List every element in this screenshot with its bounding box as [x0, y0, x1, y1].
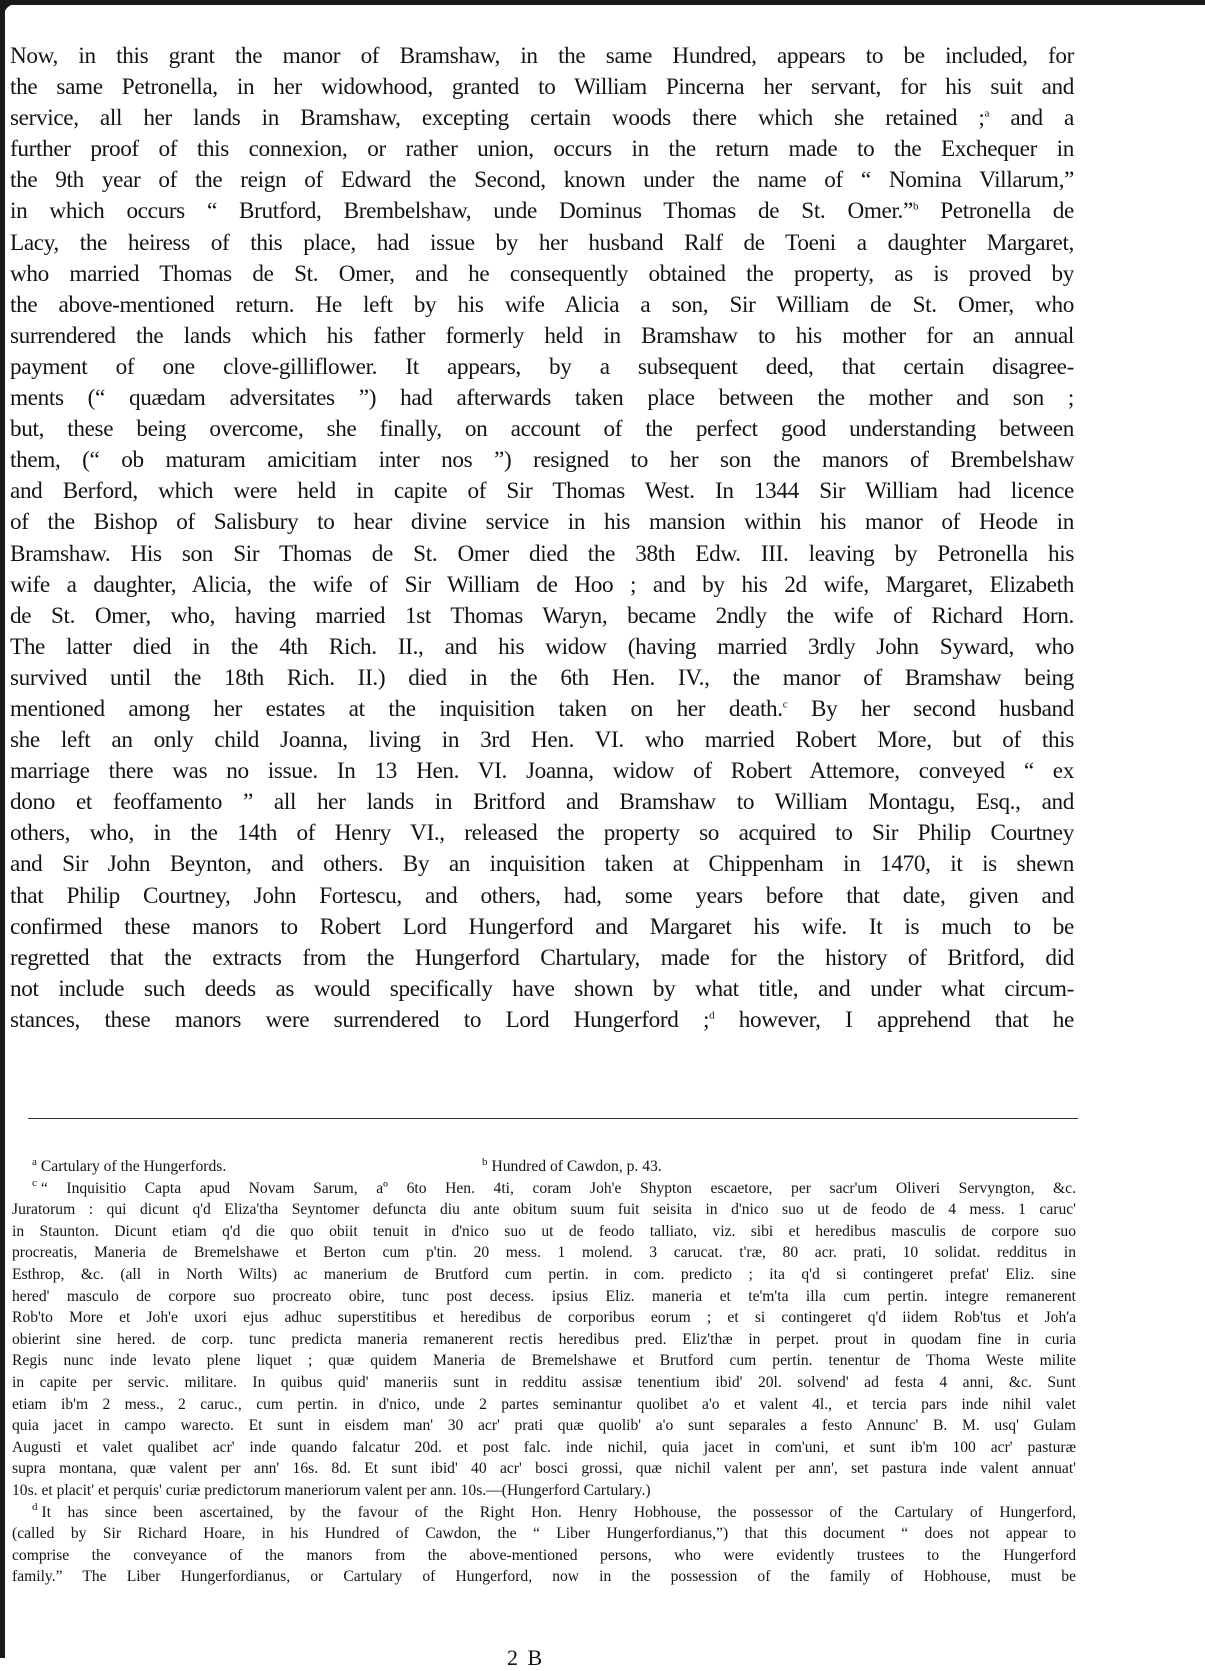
body-line: who married Thomas de St. Omer, and he consequently obtained the property, as is proved by [10, 260, 1074, 287]
body-line: regretted that the extracts from the Hungerford Chartulary, made for the history of Britford, did [10, 944, 1074, 971]
footnote-c [12, 1178, 1076, 1502]
body-line: Lacy, the heiress of this place, had issue by her husband Ralf de Toeni a daughter Margaret, [10, 229, 1074, 256]
footnote-ref-a[interactable]: a [984, 107, 990, 120]
body-line: not include such deeds as would specifically have shown by what title, and under what circum- [10, 975, 1074, 1002]
body-line: de St. Omer, who, having married 1st Thomas Waryn, became 2ndly the wife of Richard Horn. [10, 602, 1074, 629]
footnote-line: supra montana, quæ valent per ann' 16s. 8d. Et sunt ibid' 40 acr' bosci grossi, quæ nichil valent per ann', set pastura inde valent annuat' [12, 1460, 1076, 1478]
footnote-b-text: Hundred of Cawdon, p. 43. [491, 1158, 662, 1175]
body-line: further proof of this connexion, or rather union, occurs in the return made to the Exchequer in [10, 136, 1074, 163]
body-line: surrendered the lands which his father formerly held in Bramshaw to his mother for an annual [10, 322, 1074, 349]
body-line: Bramshaw. His son Sir Thomas de St. Omer died the 38th Edw. III. leaving by Petronella his [10, 540, 1074, 567]
body-line: wife a daughter, Alicia, the wife of Sir William de Hoo ; and by his 2d wife, Margaret, Elizabeth [10, 571, 1074, 598]
footnote-line: Augusti et valet qualibet acr' inde quando falcatur 20d. et post falc. inde nichil, quia jacet in com'uni, et sunt ib'm 100 acr' pasturæ [12, 1438, 1076, 1456]
footnote-line: family.” The Liber Hungerfordianus, or Cartulary of Hungerford, now in the possession of the family of Hobhouse, must be [12, 1568, 1076, 1586]
body-line: marriage there was no issue. In 13 Hen. VI. Joanna, widow of Robert Attemore, conveyed “ ex [10, 758, 1074, 785]
footnote-d [12, 1502, 1076, 1588]
body-line: in which occurs “ Brutford, Brembelshaw, unde Dominus Thomas de St. Omer.”$^b$ Petronella de [10, 198, 1074, 225]
footnote-line: 10s. et placit' et perquis' curiæ predictorum maneriorum valent per ann. 10s.—(Hungerford Cartulary.) [12, 1481, 651, 1499]
footnote-line: Juratorum : qui dicunt q'd Eliza'tha Seyntomer defuncta diu ante obitum suum fuit seisita in d'nico suo ut de feodo de 4 mess. 1 caruc' [12, 1201, 1076, 1219]
footnote-line: quia jacet in campo warecto. Et sunt in eisdem man' 30 acr' prati quæ quolib' a'o sunt separales a festo Annunc' B. M. usq' Gulam [12, 1417, 1076, 1435]
body-line: and Berford, which were held in capite of Sir Thomas West. In 1344 Sir William had licence [10, 478, 1074, 505]
footnote-line: Regis nunc inde levato plene liquet ; quæ quidem Maneria de Bremelshawe et Brutford cum pertin. tenentur de Thoma Weste milite [12, 1352, 1076, 1370]
footnote-line: hered' masculo de corpore suo procreato obire, tunc post decess. ipsius Eliz. maneria et te'm'ta illa cum pertin. integre remanerent [12, 1287, 1076, 1305]
footnote-a [32, 1156, 482, 1178]
footnote-row-ab [12, 1156, 1076, 1178]
footnote-marker-b: b [482, 1155, 488, 1168]
footnote-ref-c[interactable]: c [782, 698, 788, 711]
footnote-line: procreatis, Maneria de Bremelshawe et Berton cum p'tin. 20 mess. 1 molend. 3 carucat. t'ræ, 80 acr. prati, 10 solidat. redditus in [12, 1244, 1076, 1262]
body-line: payment of one clove-gilliflower. It appears, by a subsequent deed, that certain disagree- [10, 353, 1074, 380]
scan-edge-top [0, 0, 1205, 5]
body-line: Now, in this grant the manor of Bramshaw, in the same Hundred, appears to be included, for [10, 43, 1074, 69]
body-line: she left an only child Joanna, living in 3rd Hen. VI. who married Robert More, but of this [10, 727, 1074, 754]
body-line: the 9th year of the reign of Edward the Second, known under the name of “ Nomina Villarum,” [10, 167, 1074, 194]
footnote-line: (called by Sir Richard Hoare, in his Hundred of Cawdon, the “ Liber Hungerfordianus,”) that this document “ does not appear to [12, 1525, 1076, 1543]
body-line: and Sir John Beynton, and others. By an inquisition taken at Chippenham in 1470, it is shewn [10, 851, 1074, 878]
body-line: of the Bishop of Salisbury to hear divine service in his mansion within his manor of Heode in [10, 509, 1074, 536]
footnote-a-text: Cartulary of the Hungerfords. [40, 1158, 227, 1175]
footnote-line: comprise the conveyance of the manors from the above-mentioned persons, who were evidently trustees to the Hungerford [12, 1546, 1076, 1564]
footnote-line: $^c$ “ Inquisitio Capta apud Novam Sarum, aº 6to Hen. 4ti, coram Joh'e Shypton escaetore, per sacr'um Oliveri Servyngton, &c. [32, 1177, 1076, 1197]
footnote-marker-a: a [32, 1155, 37, 1168]
body-line: dono et feoffamento ” all her lands in Britford and Bramshaw to William Montagu, Esq., and [10, 789, 1074, 816]
scan-edge-left [0, 0, 5, 1658]
body-line: survived until the 18th Rich. II.) died in the 6th Hen. IV., the manor of Bramshaw being [10, 664, 1074, 691]
body-line: them, (“ ob maturam amicitiam inter nos ”) resigned to her son the manors of Brembelshaw [10, 447, 1074, 474]
footnote-b [482, 1156, 662, 1178]
footnote-line: etiam ib'm 2 mess., 2 caruc., cum pertin. in d'nico, unde 2 partes seminantur quolibet a'o et valent 4l., et tercia pars inde nihil valet [12, 1395, 1076, 1413]
body-line: The latter died in the 4th Rich. II., and his widow (having married 3rdly John Syward, who [10, 633, 1074, 660]
scan-corner [4, 4, 18, 18]
body-line: but, these being overcome, she finally, on account of the perfect good understanding between [10, 416, 1074, 443]
footnote-line: Rob'to More et Joh'e uxori ejus adhuc superstitibus et heredibus de corporibus eorum ; et si contingeret q'd iidem Rob'tus et Joh'a [12, 1309, 1076, 1327]
footnote-line: $^d$ It has since been ascertained, by the favour of the Right Hon. Henry Hobhouse, the possessor of the Cartulary of Hungerford, [32, 1501, 1076, 1521]
footnote-line: in capite per servic. militare. In quibus quid' maneriis sunt in redditu assisæ tenentium ibid' 20l. solvend' ad festa 4 anni, &c. Sunt [12, 1373, 1076, 1391]
footnote-ref-b[interactable]: b [912, 200, 919, 213]
body-line: the above-mentioned return. He left by his wife Alicia a son, Sir William de St. Omer, who [10, 291, 1074, 318]
signature-mark: 2 B [507, 1645, 545, 1670]
footnote-line: obierint sine hered. de corp. tunc predicta maneria remanerent rectis heredibus pred. Eliz'thæ in perpet. prout in quodam fine in curia [12, 1330, 1076, 1348]
main-text [10, 41, 1074, 1036]
body-line: that Philip Courtney, John Fortescu, and others, had, some years before that date, given and [10, 882, 1074, 909]
body-line: mentioned among her estates at the inquisition taken on her death.$^c$ By her second husband [10, 695, 1074, 722]
body-line: ments (“ quædam adversitates ”) had afterwards taken place between the mother and son ; [10, 385, 1074, 412]
footnotes [12, 1156, 1076, 1588]
footnote-ref-d[interactable]: d [709, 1009, 715, 1022]
body-line: stances, these manors were surrendered to Lord Hungerford ;$^d$ however, I apprehend that he [10, 1006, 1074, 1033]
footnote-line: Esthrop, &c. (all in North Wilts) ac manerium de Brutford cum pertin. in com. predicto ; ita q'd si contingeret prefat' Eliz. sine [12, 1265, 1076, 1283]
body-line: service, all her lands in Bramshaw, excepting certain woods there which she retained ;$^a$ and a [10, 105, 1075, 132]
footnote-line: in Staunton. Dicunt etiam q'd die quo obiit tenuit in d'nico suo ut de feodo talliato, viz. sibi et heredibus masculis de corpore suo [12, 1222, 1076, 1240]
footnote-rule [28, 1118, 1078, 1119]
body-line: others, who, in the 14th of Henry VI., released the property so acquired to Sir Philip Courtney [10, 820, 1074, 847]
body-line: the same Petronella, in her widowhood, granted to William Pincerna her servant, for his suit and [10, 74, 1074, 101]
body-line: confirmed these manors to Robert Lord Hungerford and Margaret his wife. It is much to be [10, 913, 1074, 940]
